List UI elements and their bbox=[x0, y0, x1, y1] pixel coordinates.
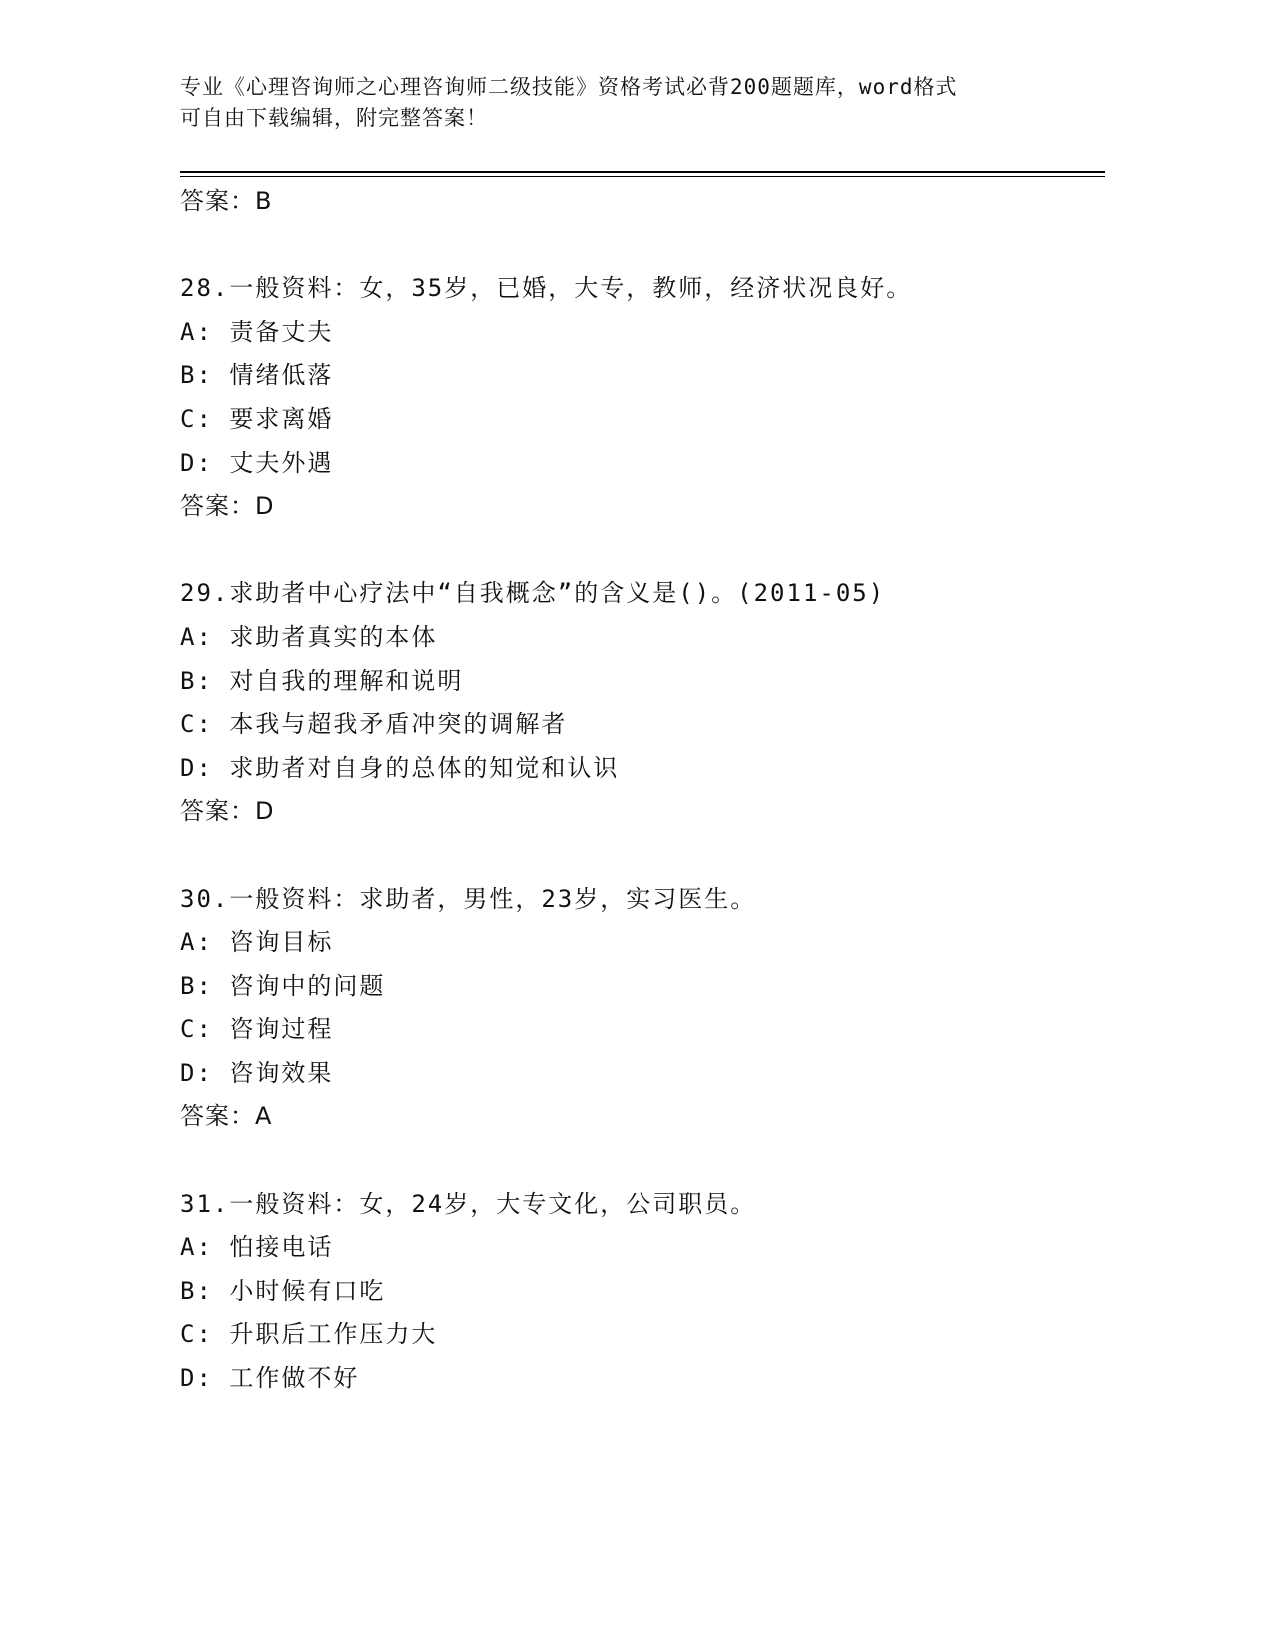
option-b: B: 咨询中的问题 bbox=[180, 971, 386, 1000]
question-block bbox=[180, 878, 1105, 1140]
question-text: 28.一般资料：女，35岁，已婚，大专，教师，经济状况良好。 bbox=[180, 274, 913, 303]
document-header bbox=[180, 72, 1040, 134]
question-list bbox=[180, 180, 1105, 1401]
header-line-1: 专业《心理咨询师之心理咨询师二级技能》资格考试必背200题题库，word格式 bbox=[180, 75, 958, 99]
option-a: A: 怕接电话 bbox=[180, 1233, 334, 1262]
header-line-2: 可自由下载编辑，附完整答案！ bbox=[180, 106, 488, 130]
question-block bbox=[180, 1183, 1105, 1401]
answer-line: 答案：D bbox=[180, 797, 275, 826]
option-a: A: 责备丈夫 bbox=[180, 317, 334, 346]
question-block bbox=[180, 267, 1105, 529]
option-a: A: 求助者真实的本体 bbox=[180, 622, 438, 651]
option-c: C: 咨询过程 bbox=[180, 1015, 334, 1044]
header-divider-thin bbox=[180, 176, 1105, 177]
option-d: D: 求助者对自身的总体的知觉和认识 bbox=[180, 753, 620, 782]
question-block bbox=[180, 572, 1105, 834]
option-b: B: 小时候有口吃 bbox=[180, 1276, 386, 1305]
question-text: 31.一般资料：女，24岁，大专文化，公司职员。 bbox=[180, 1189, 757, 1218]
option-d: D: 工作做不好 bbox=[180, 1364, 360, 1393]
question-text: 30.一般资料：求助者，男性，23岁，实习医生。 bbox=[180, 884, 757, 913]
option-b: B: 对自我的理解和说明 bbox=[180, 666, 464, 695]
option-b: B: 情绪低落 bbox=[180, 361, 334, 390]
option-a: A: 咨询目标 bbox=[180, 928, 334, 957]
option-c: C: 要求离婚 bbox=[180, 404, 334, 433]
option-d: D: 丈夫外遇 bbox=[180, 448, 334, 477]
question-text: 29.求助者中心疗法中“自我概念”的含义是()。(2011-05) bbox=[180, 579, 886, 608]
option-c: C: 升职后工作压力大 bbox=[180, 1320, 438, 1349]
answer-line: 答案：B bbox=[180, 187, 273, 215]
option-c: C: 本我与超我矛盾冲突的调解者 bbox=[180, 710, 568, 739]
answer-line: 答案：A bbox=[180, 1102, 273, 1131]
answer-line: 答案：D bbox=[180, 492, 275, 521]
option-d: D: 咨询效果 bbox=[180, 1058, 334, 1087]
header-divider bbox=[180, 171, 1105, 173]
